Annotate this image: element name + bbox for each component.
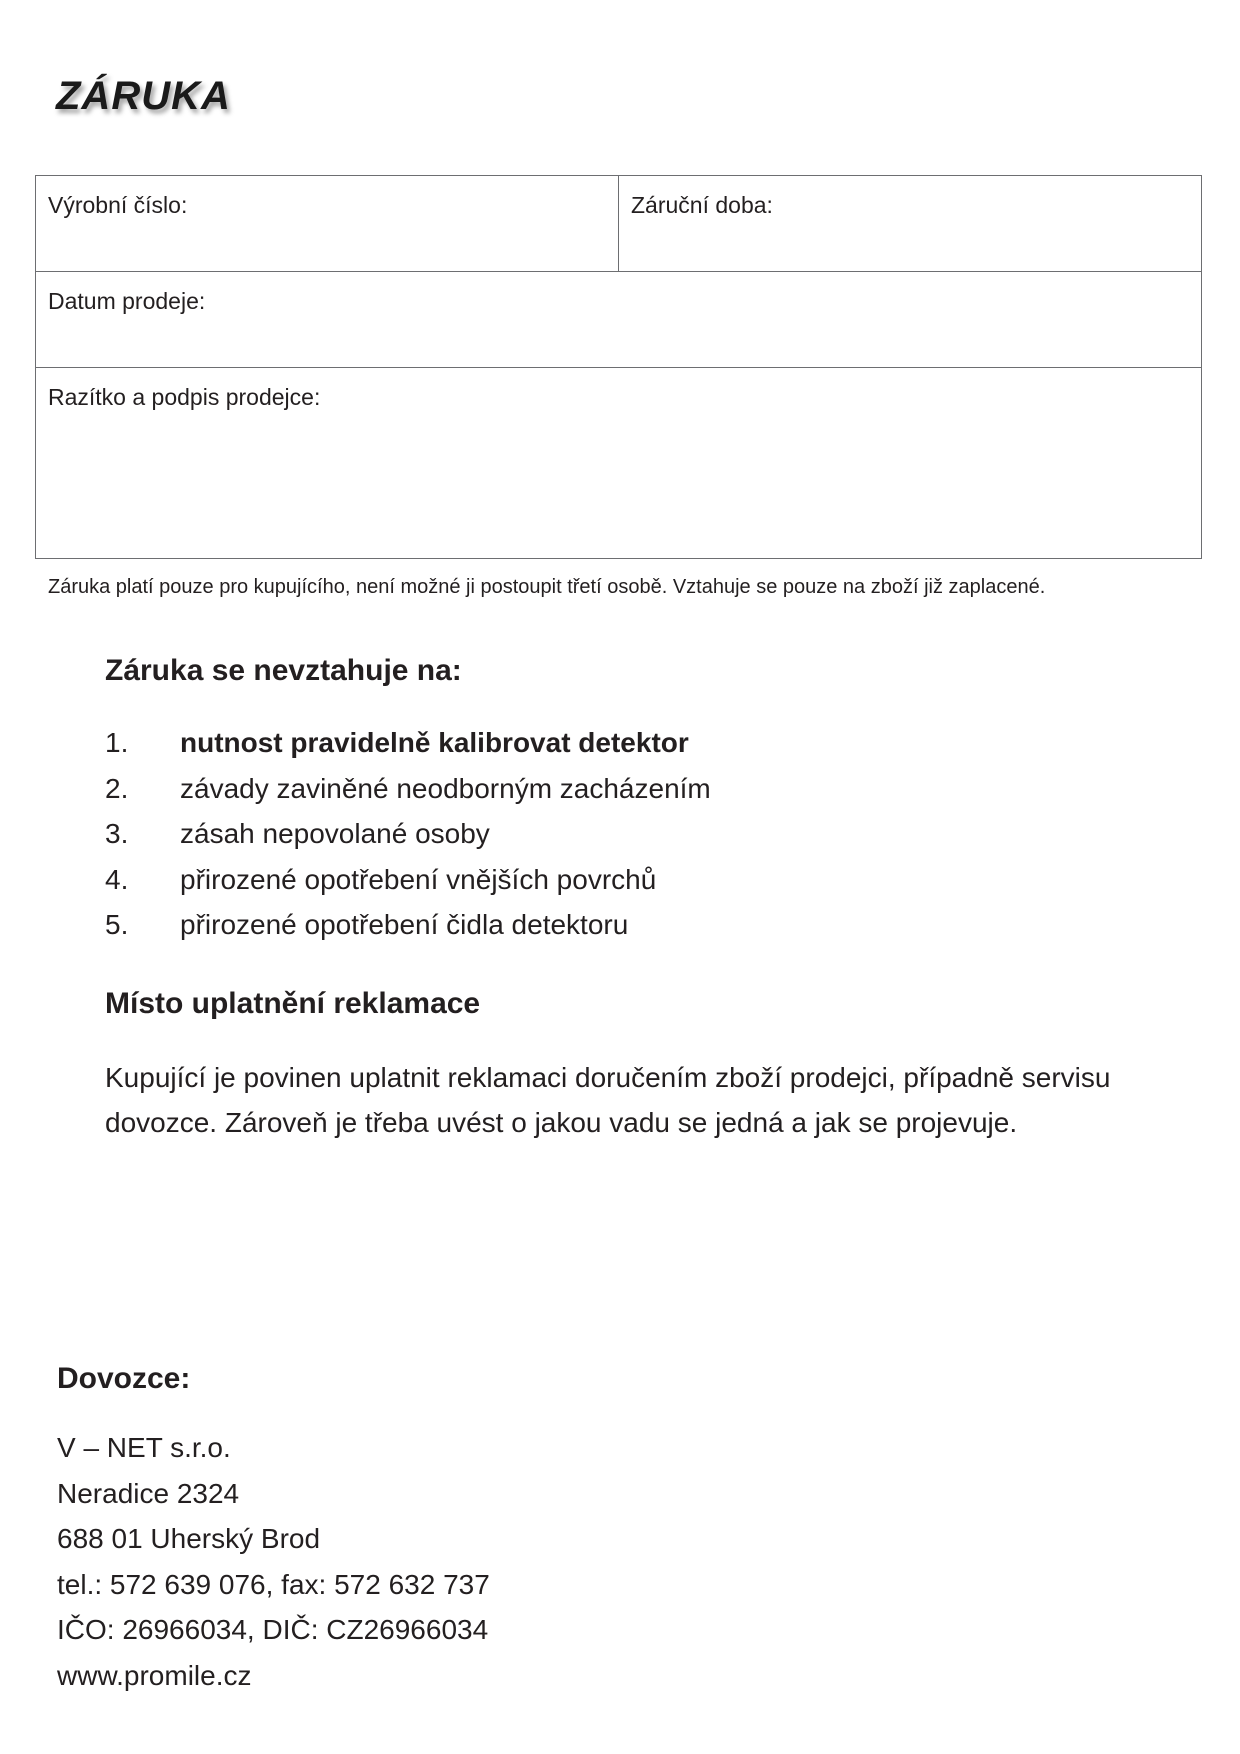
list-item-number: 1. [105, 727, 129, 758]
importer-street: Neradice 2324 [57, 1477, 240, 1509]
page-title: ZÁRUKA [56, 74, 231, 118]
form-row-stamp [36, 368, 1202, 559]
importer-heading: Dovozce: [57, 1362, 191, 1395]
importer-address-block [57, 1425, 490, 1698]
list-item [105, 857, 711, 903]
exclusions-heading: Záruka se nevztahuje na: [105, 654, 462, 687]
list-item-number: 4. [105, 863, 129, 895]
importer-phone: tel.: 572 639 076, fax: 572 632 737 [57, 1568, 490, 1600]
warranty-note: Záruka platí pouze pro kupujícího, není možné ji postoupit třetí osobě. Vztahuje se pouze na zboží již zaplacené. [48, 576, 1046, 598]
serial-number-label: Výrobní číslo: [48, 192, 188, 218]
list-item-text: nutnost pravidelně kalibrovat detektor [180, 727, 689, 758]
list-item-text: přirozené opotřebení čidla detektoru [180, 909, 629, 940]
list-item-number: 2. [105, 772, 129, 804]
exclusions-list [105, 720, 711, 948]
list-item-text: přirozené opotřebení vnějších povrchů [180, 863, 657, 895]
form-row-serial-period [36, 176, 1202, 272]
list-item-text: závady zaviněné neodborným zacházením [180, 772, 711, 804]
importer-website: www.promile.cz [57, 1659, 252, 1691]
claim-paragraph: Kupující je povinen uplatnit reklamaci doručením zboží prodejci, případně servisu dovozce. Zároveň je třeba uvést o jakou vadu se jedná a jak se projevuje. [105, 1062, 1111, 1138]
importer-company: V – NET s.r.o. [57, 1432, 231, 1463]
importer-ids: IČO: 26966034, DIČ: CZ26966034 [57, 1614, 489, 1645]
stamp-signature-field[interactable] [36, 368, 1202, 559]
list-item [105, 766, 711, 812]
list-item [105, 811, 711, 857]
warranty-form-table [35, 175, 1202, 559]
stamp-signature-label: Razítko a podpis prodejce: [48, 384, 321, 410]
list-item [105, 902, 711, 948]
importer-city: 688 01 Uherský Brod [57, 1523, 321, 1554]
list-item [105, 720, 711, 766]
warranty-period-field[interactable] [619, 176, 1202, 272]
warranty-period-label: Záruční doba: [631, 192, 773, 218]
list-item-text: zásah nepovolané osoby [180, 818, 490, 849]
serial-number-field[interactable] [36, 176, 619, 272]
claim-heading: Místo uplatnění reklamace [105, 987, 481, 1020]
sale-date-label: Datum prodeje: [48, 288, 206, 314]
list-item-number: 3. [105, 818, 129, 849]
form-row-sale-date [36, 272, 1202, 368]
list-item-number: 5. [105, 909, 129, 940]
sale-date-field[interactable] [36, 272, 1202, 368]
